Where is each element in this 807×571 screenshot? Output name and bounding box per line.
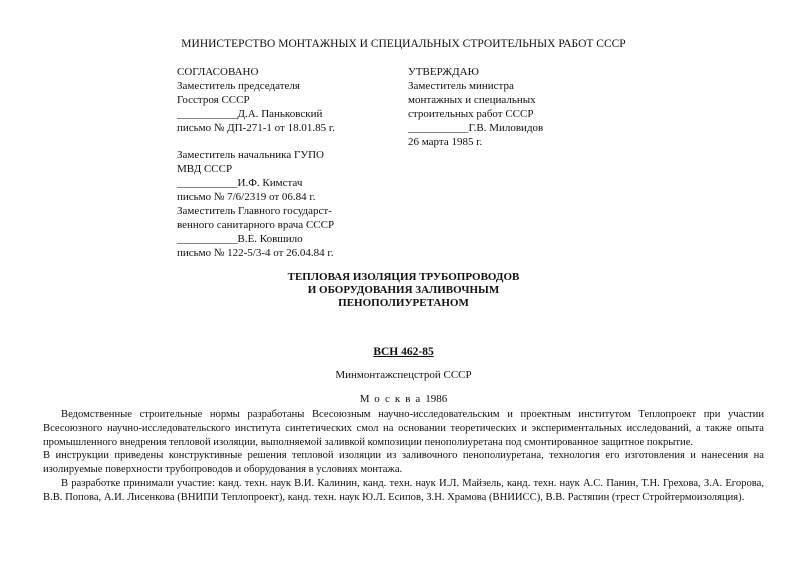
paragraph: Ведомственные строительные нормы разработаны Всесоюзным научно-исследовательским и проектным институтом Теплопроект при участии Всесоюзного научно-исследовательского института синтетических смол на основании теоретических и экспериментальных исследований, а также опыта промышленного внедрения тепловой изоляции, выполняемой заливкой композиции пенополиуретана под смонтированное защитное покрытие. [43,409,764,448]
approval-line: Заместитель председателя [177,80,300,92]
approval-date: 26 марта 1985 г. [408,136,483,148]
document-code: ВСН 462-85 [373,346,434,358]
approval-letter-ref: письмо № 7/6/2319 от 06.84 г. [177,191,316,203]
approval-letter-ref: письмо № ДП-271-1 от 18.01.85 г. [177,122,335,134]
approval-letter-ref: письмо № 122-5/3-4 от 26.04.84 г. [177,247,334,259]
approval-line: Заместитель начальника ГУПО [177,149,324,161]
approval-line: МВД СССР [177,163,233,175]
publisher: Минмонтажспецстрой СССР [335,369,472,381]
approval-signature-line: ___________Д.А. Паньковский [177,108,323,120]
ministry-header: МИНИСТЕРСТВО МОНТАЖНЫХ И СПЕЦИАЛЬНЫХ СТРОИТЕЛЬНЫХ РАБОТ СССР [181,38,626,50]
approval-signature-line: ___________И.Ф. Кимстач [177,177,303,189]
approval-signature-line: ___________Г.В. Миловидов [408,122,544,134]
approval-signature-line: ___________В.Е. Ковшило [177,233,303,245]
body-text [43,408,764,505]
approval-line: Заместитель Главного государст- [177,205,332,217]
approval-line: Заместитель министра [408,80,514,92]
approval-line: Госстроя СССР [177,94,250,106]
city-year [0,393,807,405]
title-line: И ОБОРУДОВАНИЯ ЗАЛИВОЧНЫМ [307,284,500,296]
title-line: ПЕНОПОЛИУРЕТАНОМ [338,297,469,309]
paragraph: В разработке принимали участие: канд. техн. наук В.И. Калинин, канд. техн. наук И.Л. Майзель, канд. техн. наук А.С. Панин, Т.Н. Грехова, З.А. Егорова, В.В. Попова, А.И. Лисенкова (ВНИПИ Теплопроект), канд. техн. наук Ю.Л. Есипов, З.Н. Храмова (ВНИИСС), В.В. Растяпин (трест Стройтермоизоляция). [43,477,764,503]
approval-line: строительных работ СССР [408,108,534,120]
title-line: ТЕПЛОВАЯ ИЗОЛЯЦИЯ ТРУБОПРОВОДОВ [287,271,520,283]
year: 1986 [425,393,448,405]
paragraph: В инструкции приведены конструктивные решения тепловой изоляции из заливочного пенополиуретана, технология его изготовления и нанесения на изолируемые поверхности трубопроводов и оборудования в условиях монтажа. [43,450,764,476]
city: Москва [359,393,426,405]
approval-line: монтажных и специальных [408,94,536,106]
approval-line: венного санитарного врача СССР [177,219,335,231]
approval-heading-approve: УТВЕРЖДАЮ [408,66,479,78]
approval-heading-agreed: СОГЛАСОВАНО [177,66,259,78]
